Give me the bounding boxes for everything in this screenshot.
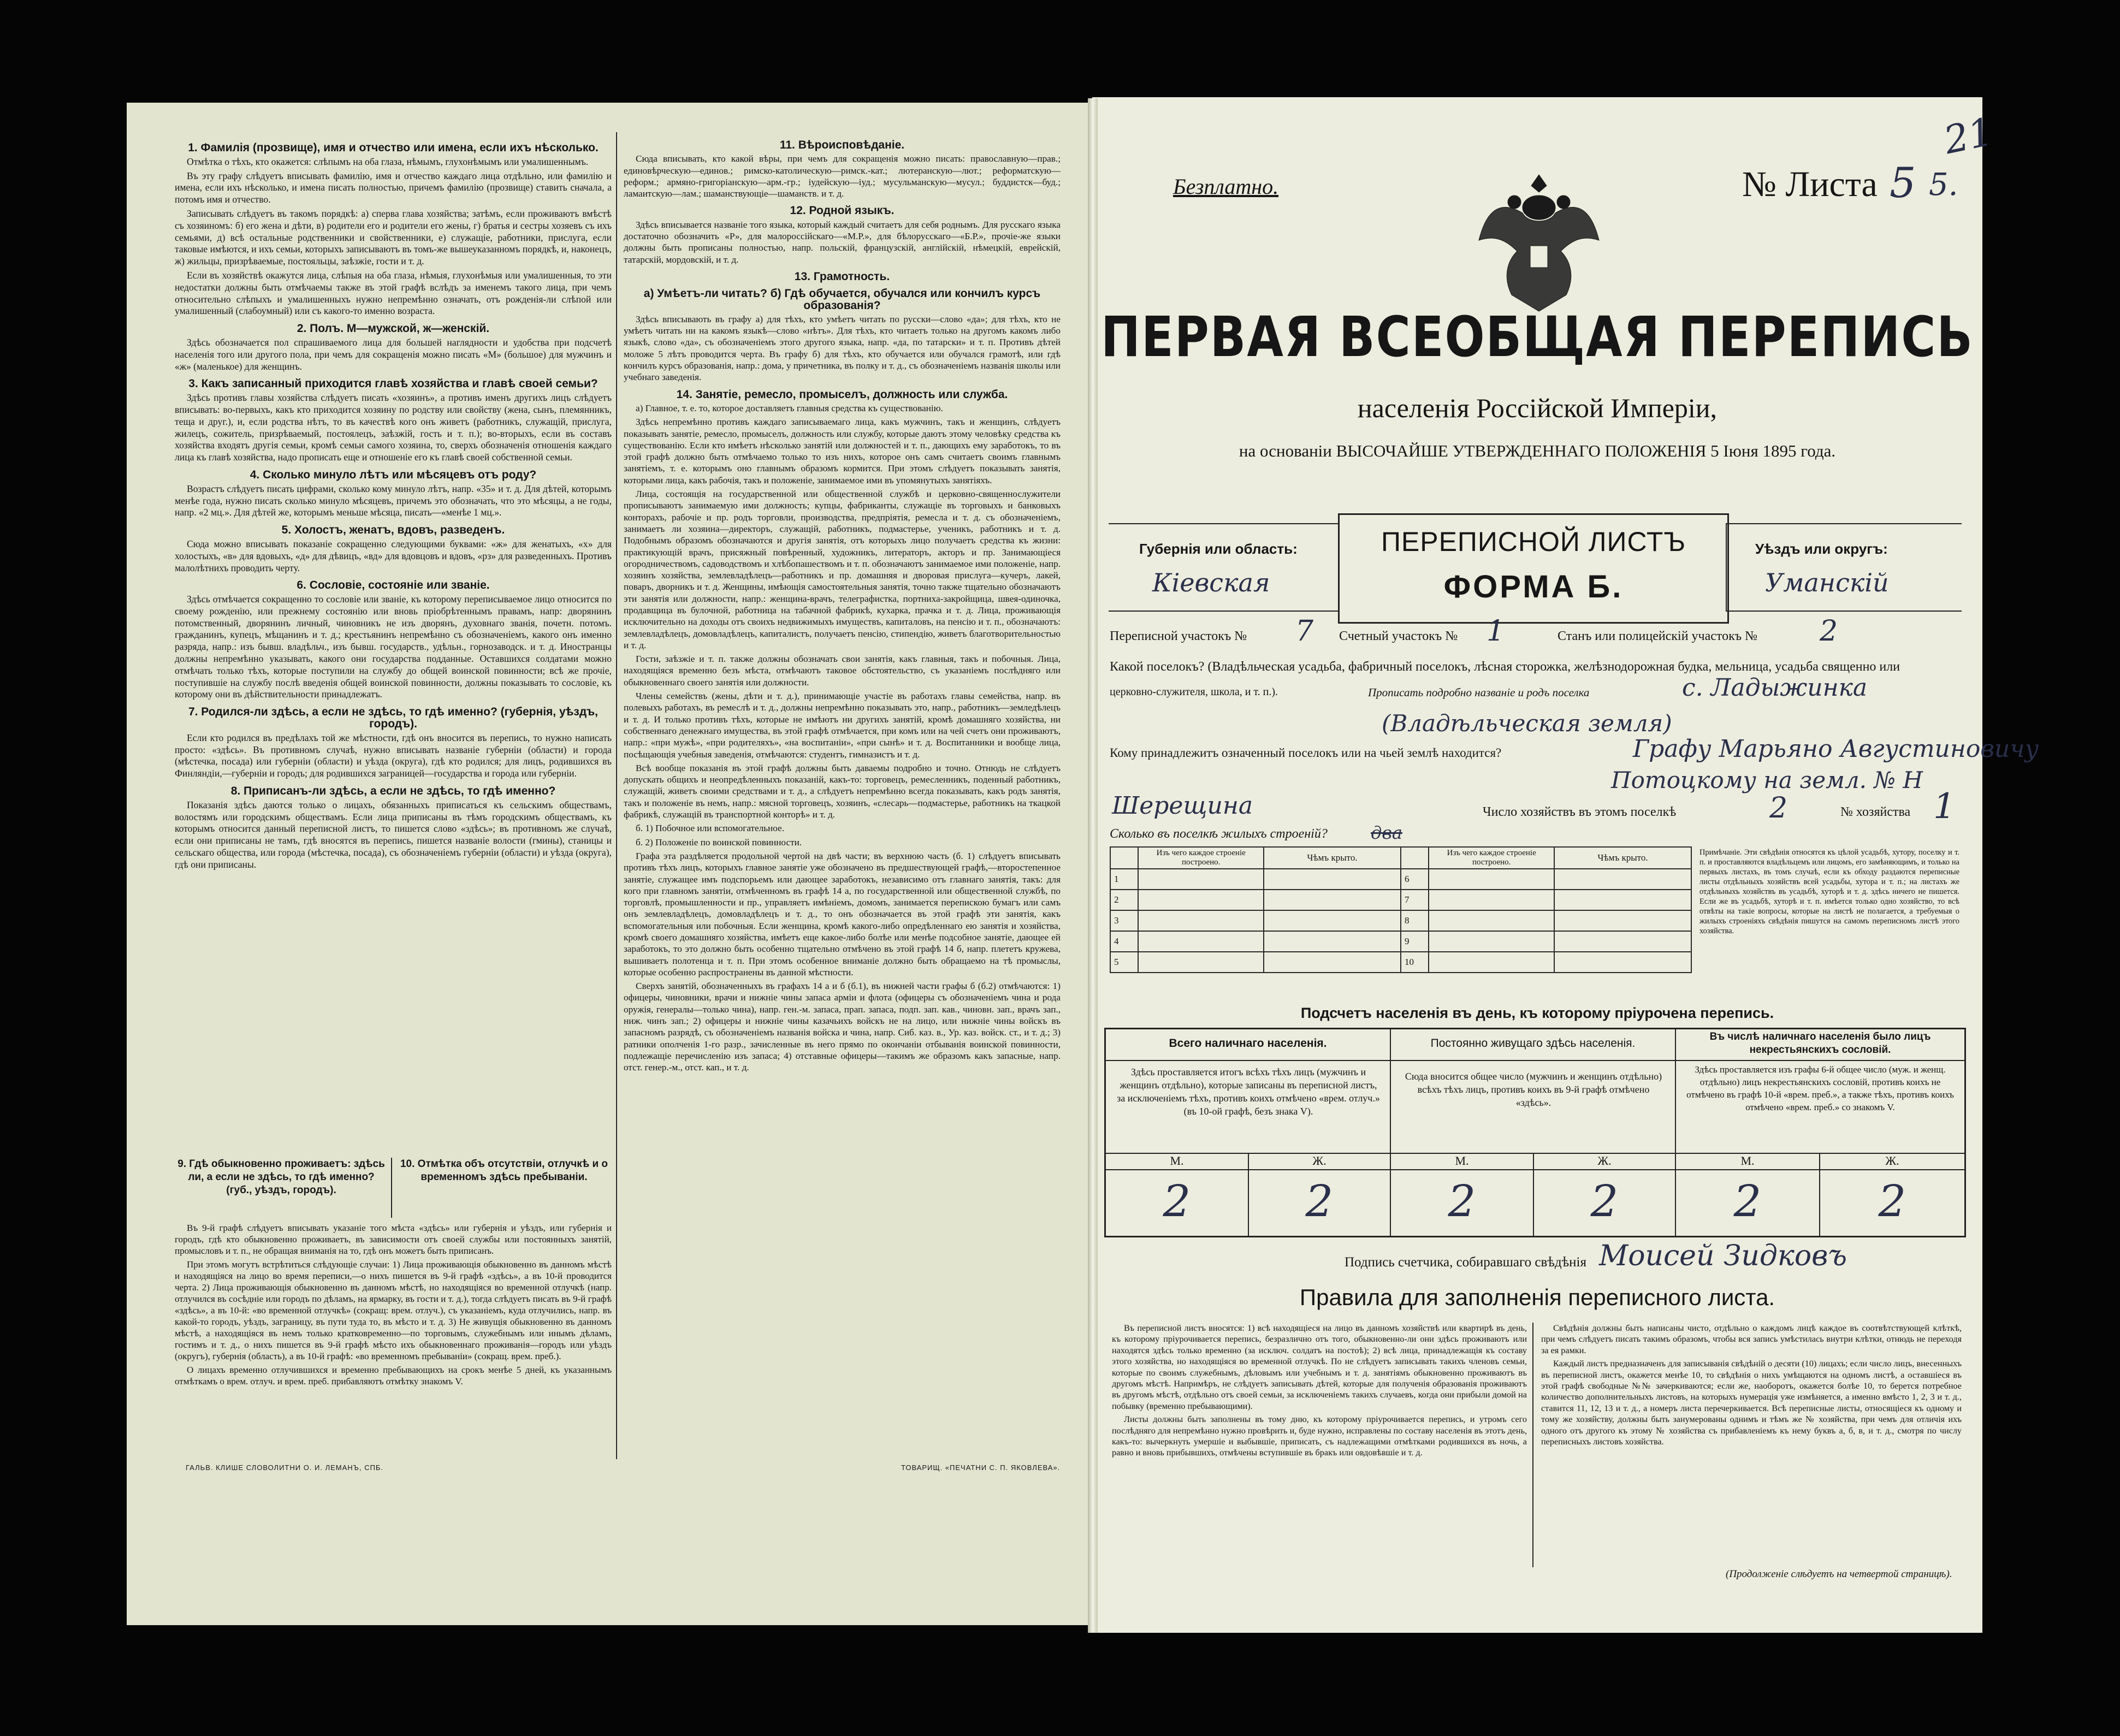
rules-divider [1532,1323,1533,1567]
pop-m-1: М. [1170,1154,1184,1168]
col1-paragraph: Записывать слѣдуетъ въ такомъ порядкѣ: а) сперва глава хозяйства; затѣмъ, если проживаютъ вмѣстѣ съ хозяиномъ: б) его жена и дѣти, в) родители его и родители его жены, г) братья и сестры хозяевъ съ ихъ семьями, д) всѣ остальные родственники и свойственники, е) служащіе, работники, прислуга, если таковые имѣются, и ихъ семьи, которыхъ записываютъ въ томъ-же вышеуказанномъ порядкѣ, и, наконецъ, ж) жильцы, призрѣваемые, постояльцы, заѣзжіе, гости и т. д. [175,208,612,267]
pop-m-2: М. [1455,1154,1469,1168]
pop-value-resident-m: 2 [1448,1176,1476,1227]
instructions-9-10-block [175,1158,612,1485]
enumerator-signature-label: Подпись счетчика, собиравшаго свѣдѣнія [1345,1255,1586,1270]
counting-area-label: Счетный участокъ № [1339,629,1458,643]
col1-paragraph: Если въ хозяйствѣ окажутся лица, слѣпыя на оба глаза, нѣмыя, глухонѣмыя или умалишенныя, то эти недостатки должны быть отмѣчаемы также въ этой графѣ вслѣдъ за именемъ такого лица, при чемъ относительно слѣпыхъ и умалишенныхъ нужно непремѣнно означать, отъ рожденія-ли слѣпой или умалишенный (слабоумный) или съ какого-то именно возраста. [175,269,612,317]
gubernia-label: Губернія или область: [1139,541,1298,557]
enumerator-signature: Моисей Зидковъ [1599,1240,1847,1272]
uezd-value: Уманскій [1765,568,1889,597]
census-title: ПЕРВАЯ ВСЕОБЩАЯ ПЕРЕПИСЬ [1101,305,1974,370]
bld-head-roof: Чѣмъ крыто. [1264,847,1401,869]
pop-desc-non-peasant: Здѣсь проставляется изъ графы 6-й общее число (муж. и женщ. отдѣльно) лицъ некрестьянскихъ сословій, противъ коихъ не отмѣчено въ графѣ 10-й «врем. преб.», а также тѣхъ, противъ коихъ отмѣчено «врем. преб.» со знакомъ V. [1686,1064,1954,1112]
uezd-label: Уѣздъ или округъ: [1755,541,1888,557]
household-number-value: 1 [1933,786,1956,827]
rules-paragraph: Каждый листъ предназначенъ для записыванія свѣдѣній о десяти (10) лицахъ; если число лицъ, внесенныхъ въ переписной листъ, окажется менѣе 10, то свѣдѣнія о нихъ умѣщаются на одномъ листѣ, а оставшіеся въ этой графѣ свободные №№ зачеркиваются; если же, наоборотъ, окажется болѣе 10, то берется потребное количество дополнительныхъ листовъ, на которыхъ нумерація уже измѣняется, а именно вмѣсто 1, 2, 3 и т. д., ставится 11, 12, 13 и т. д., а номеръ листа перечеркивается. Всѣ переписные листы, относящіеся къ одному и тому же хозяйству, должны быть занумерованы однимъ и тѣмъ же № хозяйства, при чемъ для отличія ихъ одного отъ другого къ этому № хозяйства съ прибавленіемъ къ нему буквъ а, б, в, и т. д., смотря по числу переписныхъ листовъ хозяйства. [1541,1359,1962,1447]
settlement-label-2: церковно-служителя, школа, и т. п.). [1110,686,1278,698]
printer-note-left: ГАЛЬВ. КЛИШЕ СЛОВОЛИТНИ О. И. ЛЕМАНЪ, СПБ. [186,1464,384,1472]
bld-head-roof-2: Чѣмъ крыто. [1554,847,1691,869]
settlement-label [1110,660,1900,674]
bld-row-num: 1 [1110,869,1138,890]
settlement-hint: Прописать подробно названіе и родъ поселка [1368,686,1590,699]
pop-f-2: Ж. [1597,1154,1612,1168]
heading-10: 10. Отмѣтка объ отсутствіи, отлучкѣ и о временномъ здѣсь пребываніи. [400,1158,608,1183]
bld-row-num: 2 [1110,890,1138,910]
col2-heading: 14. Занятіе, ремесло, промыселъ, должность или служба. [676,388,1008,401]
bld-row-num: 10 [1401,952,1429,973]
free-label: Безплатно. [1173,174,1279,199]
col1-heading: 7. Родился-ли здѣсь, а если не здѣсь, то гдѣ именно? (губернія, уѣздъ, городъ). [188,706,599,731]
pop-value-nonpeasant-m: 2 [1733,1176,1762,1227]
counting-area-value: 1 [1487,615,1505,648]
pop-f-3: Ж. [1885,1154,1899,1168]
pop-f-1: Ж. [1312,1154,1327,1168]
bld-row-num: 8 [1401,910,1429,931]
divider-9-10 [391,1158,392,1218]
col1-paragraph: Здѣсь противъ главы хозяйства слѣдуетъ писать «хозяинъ», а противъ именъ другихъ лицъ слѣдуетъ вписывать: во-первыхъ, какъ кто приходится хозяину по родству или свойству (жена, сынъ, племянникъ, теща и друг.), и, если родства нѣтъ, то въ качествѣ кого онъ живетъ (работникъ, служащій, прислуга, жилецъ, сожитель, призрѣваемый, постоялецъ, заѣзжій, гость и т. п.); во-вторыхъ, если въ составъ хозяйства входятъ другія семьи, кромѣ семьи самого хозяина, то, сверхъ обозначенія отношенія каждаго лица къ главѣ хозяйства, надо прописать еще и отношеніе его къ главѣ своей собственной семьи. [175,392,612,463]
col1-paragraph: Здѣсь отмѣчается сокращенно то сословіе или званіе, къ которому переписываемое лицо относится по своему рожденію, или прежнему состоянію или вновь пріобрѣтеннымъ правамъ, напр: дворянинъ потомственный, дворянинъ личный, чиновникъ не изъ дворянъ, духовнаго званія, почетн. потомъ. гражданинъ, купецъ, мѣщанинъ и т. д.; крестьянинъ непремѣнно съ обозначеніемъ, какого онъ именно разряда, напр.: изъ бывш. владѣльч., изъ бывш. государств., удѣльн., горнозаводск. и т. д. Иностранцы должны непремѣнно указывать, какого они государства подданные. Оставшихся солдатами можно отмѣчать только тѣхъ, которые поступили на службу до общей воинской повинности; всѣ же прочіе, поступившіе на службу послѣ введенія общей воинской повинности, должны показывать то сословіе, къ которому они въ дѣйствительности принадлежатъ. [175,594,612,700]
pop-head-present: Всего наличнаго населенія. [1169,1037,1327,1050]
bld-head-material: Изъ чего каждое строеніе построено. [1138,847,1264,869]
bld-row-num: 7 [1401,890,1429,910]
pop-value-resident-f: 2 [1590,1176,1619,1227]
col2-paragraph: б. 2) Положеніе по воинской повинности. [636,837,802,848]
rules-paragraph: Листы должны быть заполнены въ тому дню, къ которому пріурочивается перепись, и утромъ сего послѣдняго для непремѣнно нужно провѣрить и, буде нужно, исправлены по составу населенія въ этотъ день, какъ-то: вычеркнуть умершіе и выбывшіе, приписать, съ надлежащими отмѣтками родившихся въ ночь, а равно и вновь прибывшихъ, отмѣчены вступившіе въ бракъ или овдовѣвшіе и т. д. [1112,1414,1527,1458]
buildings-label: Сколько въ поселкѣ жилыхъ строеній? [1110,827,1328,841]
pop-value-present-m: 2 [1163,1176,1191,1227]
heading-9: 9. Гдѣ обыкновенно проживаетъ: здѣсь ли, а если не здѣсь, то гдѣ именно? (губ., уѣздъ, городъ). [177,1158,385,1196]
rules-column-left [1112,1323,1527,1563]
col1b-paragraph: О лицахъ временно отлучившихся и временно пребывающихъ на срокъ менѣе 5 дней, къ указаннымъ отмѣткамъ о врем. отлуч. и врем. преб. прибавляютъ отмѣтку знакомъ V. [175,1365,612,1387]
col1-heading: 8. Приписанъ-ли здѣсь, а если не здѣсь, то гдѣ именно? [230,785,556,798]
buildings-value: два [1371,822,1402,843]
col2-paragraph: Лица, состоящія на государственной или общественной службѣ и церковно-священнослужители прописываютъ занимаемую ими должность; купцы, фабриканты, служащіе въ торговыхъ и банковыхъ конторахъ, рабочіе и пр. родъ торговли, производства, предпріятія, ремесла и т. д. съ обозначеніемъ, занимаетъ ли хозяина—директоръ, служащій, работникъ, подмастерье, ученикъ, работникъ и т. д. Подобнымъ образомъ обозначаются и другія занятія, отъ которыхъ лицо получаетъ средства къ жизни: практикующій врачъ, присяжный повѣренный, художникъ, литераторъ, акторъ и пр. Занимающіеся огородничествомъ, садоводствомъ и хлѣбопашествомъ и т. п. обозначаютъ занимаемое ими положеніе, напр. хозяинъ хозяйства, землевладѣлецъ—работникъ и пр. домашняя и дворовая прислуга—кучеръ, лакей, поваръ, дворникъ и т. д. Женщины, имѣющія самостоятельныя занятія, точно также тщательно обозначаютъ эти занятія или должности, напр.: женщина-врачъ, телеграфистка, портниха-закройщица, швея-одиночка, продавщица въ булочной, работница на табачной фабрикѣ, кухарка, прачка и т. д. Лица, проживающія исключительно на доходы отъ своихъ недвижимыхъ имуществъ, капиталовъ, на пенсію и т. п., обозначаютъ: землевладѣлецъ, домовладѣлецъ, капиталистъ, получаетъ пенсію, стипендію, живетъ благотворительностью и т. д. [624,489,1061,650]
bld-row-num: 6 [1401,869,1429,890]
population-count-title: Подсчетъ населенія въ день, къ которому пріурочена перепись. [1300,1005,1774,1021]
owner-label: Кому принадлежитъ означенный поселокъ или на чьей землѣ находится? [1110,746,1502,760]
owner-value-3: Шерещина [1112,792,1253,820]
district-label: Переписной участокъ № [1110,629,1247,643]
col2-paragraph: б. 1) Побочное или вспомогательное. [636,823,784,834]
rules-paragraph: Свѣдѣнія должны быть написаны чисто, отдѣльно о каждомъ лицѣ каждое въ соотвѣтствующей клѣткѣ, при чемъ слѣдуетъ писать такимъ образомъ, чтобы вся запись умѣстилась внутри клѣтки, отнюдь не переходя за ея рамки. [1541,1323,1962,1355]
col1-paragraph: Если кто родился въ предѣлахъ той же мѣстности, гдѣ онъ вносится въ перепись, то нужно написать просто: «здѣсь». Въ противномъ случаѣ, нужно вписывать названіе губерніи (области) и города (мѣстечка, посада) или губерніи (области) и уѣзда (округа), гдѣ кто родился; для лицъ, родившихся въ Финляндіи,—губерніи и городъ; для родившихся заграницей—государства и города или губерніи. [175,732,612,779]
form-subtitle: ФОРМА Б. [1443,569,1624,605]
col1-heading: 1. Фамилія (прозвище), имя и отчество или имена, если ихъ нѣсколько. [188,141,599,154]
sheet-number-value: 5 [1890,158,1916,207]
col2-paragraph: а) Главное, т. е. то, которое доставляетъ главныя средства къ существованію. [636,402,943,413]
instructions-column-2 [624,134,1061,1461]
sheet-number-label: № Листа [1742,164,1878,204]
col2-heading: 13. Грамотность. [794,270,890,283]
col1-paragraph: Здѣсь обозначается пол спрашиваемого лица для большей наглядности и удобства при подсчетѣ населенія того или другого пола, при чемъ для сокращенія можно писать «М» (большое) для мужчинъ и «ж» (маленькое) для женщинъ. [175,336,612,372]
col1b-paragraph: При этомъ могутъ встрѣтиться слѣдующіе случаи: 1) Лица проживающія обыкновенно въ данномъ мѣстѣ и находящіяся на лицо во время переписи,—о нихъ пишется въ 9-й графѣ «здѣсь», а въ 10-й проводится черта. 2) Лица проживающія обыкновенно въ данномъ мѣстѣ, но находящіяся во временной отлучкѣ (напр. отлучился въ сосѣдніе или городъ по дѣламъ, на ярмарку, въ гости и т. д.), тогда слѣдуетъ писать въ 9-й графѣ «здѣсь», а въ 10-й: «во временной отлучкѣ» (сокращ: врем. отлуч.), съ указаніемъ, куда отлучились, напр. въ какой-то городъ, уѣздъ, заграницу, въ пути туда то, въ мѣсто и т. д. 3) Не живущія обыкновенно въ данномъ мѣстѣ, а находящіяся въ немъ только кратковременно—по торговымъ, служебнымъ или инымъ дѣламъ, гостимъ и т. д., о нихъ пишется въ 9-й графѣ мѣсто ихъ обыкновеннаго проживанія—городъ или уѣздъ (округъ), губернія (область), а въ 10-й графѣ: «во временномъ пребываніи» (сокращ. врем. преб.). [175,1259,612,1361]
col2-paragraph: Здѣсь вписывается названіе того языка, который каждый считаетъ для себя роднымъ. Для русскаго языка достаточно обозначить «Р», для малороссійскаго—«М.Р.», для бѣлорусскаго—«Б.Р.», прочіе-же языки должны быть прописаны полностью, напр. польскій, французскій, англійскій, нѣмецкій, еврейскій, татарскій, мордовскій, и т. д. [624,219,1061,265]
settlement-value: с. Ладыжинка [1682,674,1868,702]
uezd-box [1726,523,1962,612]
col1-paragraph: Сюда можно вписывать показаніе сокращенно следующими буквами: «ж» для женатыхъ, «х» для холостыхъ, «в» для вдовыхъ, «д» для дѣвицъ, «вд» для вдовцовъ и вдовъ, «рз» для разведенныхъ. Противъ малолѣтнихъ проводить черту. [175,538,612,573]
col2-heading: 12. Родной языкъ. [790,204,895,217]
instructions-9-10-text [175,1222,612,1389]
corner-page-mark: 21 [1940,109,1997,163]
buildings-note: Примѣчаніе. Эти свѣдѣнія относятся къ цѣлой усадьбѣ, хутору, поселку и т. п. и проставляются владѣльцемъ или лицомъ, его замѣняющимъ, и только на первыхъ листахъ, въ томъ случаѣ, если къ обходу раздаются переписные листы отдѣльныхъ хозяйствъ всей усадьбы, хутора и т. п.; на листахъ же отдѣльныхъ хозяйствъ въ усадьбѣ, хуторѣ и т. д. здѣсь ничего не пишется. Если же въ усадьбѣ, хуторѣ и т. п. имѣется только одно хозяйство, то всѣ отвѣты на такіе вопросы, которые на листѣ не полагается, а требуемыя о жилыхъ строеніяхъ свѣдѣнія пишутся на самомъ переписномъ листѣ этого хозяйства. [1699,848,1959,935]
col2-paragraph: Члены семействъ (жены, дѣти и т. д.), принимающіе участіе въ работахъ главы семейства, напр. въ полевыхъ работахъ, въ ремеслѣ и т. д., должны непремѣнно показывать это, напр., работникъ—земледѣлецъ и т. д. И только противъ тѣхъ, которые не имѣютъ ни другихъ занятій, кромѣ домашняго хозяйства, ни собственнаго денежнаго имущества, въ этой графѣ отмѣчается, при комъ или на чей счетъ они проживаютъ, напр.: «при мужѣ», «при родителяхъ», «на воспитаніи», «при сынѣ» и т. д. Воспитанники и вообще лица, посѣщающія учебныя заведенія, отмѣчаются: студентъ, гимназистъ и т. д. [624,691,1061,760]
instructions-column-1 [175,137,612,1141]
col1-heading: 6. Сословіе, состояніе или званіе. [297,579,490,592]
pop-value-present-f: 2 [1305,1176,1334,1227]
household-number-label: № хозяйства [1840,805,1911,819]
bld-row-num: 5 [1110,952,1138,973]
col2-paragraph: Здѣсь непремѣнно противъ каждаго записываемаго лица, какъ мужчинъ, такъ и женщинъ, слѣдуетъ показывать занятіе, ремесло, промыселъ, должность или службу, которые даютъ этому человѣку средства къ существованію. Если кто имѣетъ нѣсколько занятій или должностей и т. п., дающихъ ему заработокъ, то въ этой графѣ должно быть отмѣчаемо только то изъ нихъ, которое онъ самъ считаетъ своимъ главнымъ занятіемъ, т. е. которымъ оно главнымъ образомъ кормится. При этомъ слѣдуетъ показывать занятія, которыми лица, какъ рабочія, такъ и положеніе, занимаемое ими въ упомянутыхъ занятіяхъ. [624,417,1061,485]
col2-heading: а) Умѣетъ-ли читать? б) Гдѣ обучается, обучался или кончилъ курсъ образованія? [643,287,1041,312]
col1-paragraph: Возрастъ слѣдуетъ писать цифрами, сколько кому минуло лѣтъ, напр. «35» и т. д. Для дѣтей, которымъ менѣе года, нужно писать сколько минуло мѣсяцевъ, причемъ это обозначать, что это мѣсяцы, а не годы, напр. «2 мц.». Для дѣтей же, которымъ меньше мѣсяца, писать—«менѣе 1 мц.». [175,483,612,518]
column-divider [616,132,617,1459]
col1-paragraph: Отмѣтка о тѣхъ, кто окажется: слѣпымъ на оба глаза, нѣмымъ, глухонѣмымъ или умалишеннымъ. [187,156,589,167]
settlement-label-text: Какой поселокъ? (Владѣльческая усадьба, фабричный поселокъ, лѣсная сторожка, желѣзнодорожная будка, мельница, усадьба священно или [1110,660,1900,674]
pop-head-non-peasant: Въ числѣ наличнаго населенія было лицъ некрестьянскихъ сословій. [1709,1031,1931,1056]
pop-value-nonpeasant-f: 2 [1878,1176,1906,1227]
col2-paragraph: Сверхъ занятій, обозначенныхъ въ графахъ 14 а и б (б.1), въ нижней части графы б (б.2) отмѣчаются: 1) офицеры, чиновники, врачи и нижніе чины запаса армiи и флота (офицеры съ обозначеніемъ чина и рода оружія, генералы—только чина), напр. ген.-м. запаса, прап. запаса, подп. зап. кав., чиновн. зап., врачъ зап., ниж. чинъ зап.; 2) офицеры и нижніе чины казачьихъ войскъ не на лицо, или нижніе чины войскъ въ запасномъ разрядѣ, съ обозначеніемъ названія войска и чина, напр. Сиб. каз. в., Ур. каз. войск. ст., и т. д.; 3) ратники ополченія 1-го разр., зачисленные въ него прямо по окончаніи отбыванія воинской повинности, подлежащіе перечисленію изъ запаса; 4) отставные офицеры—такимъ же образомъ какъ запасные, напр. отст. генер.-м., отст. кап., и т. д. [624,981,1061,1073]
rules-paragraph: Въ переписной листъ вносятся: 1) всѣ находящіеся на лицо въ данномъ хозяйствѣ или квартирѣ въ день, къ которому пріурочивается перепись, безразлично отъ того, обыкновенно-ли они здѣсь проживаютъ или находятся здѣсь только временно (за исключ. солдатъ на постоѣ); 2) всѣ лица, принадлежащія къ составу этого хозяйства, но находящіяся во временной отлучкѣ. По не слѣдуетъ записывать такихъ членовъ семьи, которые по своимъ служебнымъ, дѣловымъ или учебнымъ и т. д. занятіямъ обыкновенно проживаютъ въ другомъ мѣстѣ. Напримѣръ, не слѣдуетъ записывать дѣтей, которые для полученія образованія проживаютъ въ другомъ мѣстѣ, отдѣльно отъ своей семьи, за исключеніемъ такихъ случаевъ, когда они прибыли домой на побывку (временно пребывающими). [1112,1323,1527,1411]
bld-row-num: 3 [1110,910,1138,931]
buildings-table [1110,846,1692,973]
rules-title: Правила для заполненія переписного листа. [1299,1284,1775,1310]
form-title: ПЕРЕПИСНОЙ ЛИСТЪ [1381,526,1686,557]
pop-head-resident: Постоянно живущаго здѣсь населенія. [1430,1037,1636,1050]
col2-paragraph: Гости, заѣзжіе и т. п. также должны обозначать свои занятія, какъ главныя, такъ и побочныя. Лица, находящіяся временно безъ мѣста, отмѣчаютъ таковое обстоятельство, съ указаніемъ послѣдняго или обыкновеннаго своего занятія или должности. [624,654,1061,688]
census-subtitle: населенія Россійской Имперіи, [1357,393,1718,423]
census-basis: на основаніи ВЫСОЧАЙШЕ УТВЕРЖДЕННАГО ПОЛОЖЕНІЯ 5 Іюня 1895 года. [1239,441,1836,460]
households-value: 2 [1769,792,1788,825]
bld-row-num: 4 [1110,931,1138,952]
col1-heading: 5. Холостъ, женатъ, вдовъ, разведенъ. [281,524,505,537]
printer-note-right: ТОВАРИЩ. «ПЕЧАТНИ С. П. ЯКОВЛЕВА». [901,1464,1061,1472]
col1-heading: 4. Сколько минуло лѣтъ или мѣсяцевъ отъ роду? [250,468,537,481]
col1-heading: 3. Какъ записанный приходится главѣ хозяйства и главѣ своей семьи? [188,377,598,390]
gubernia-value: Кіевская [1152,568,1270,597]
households-label: Число хозяйствъ въ этомъ поселкѣ [1483,805,1677,819]
owner-value: Графу Марьяно Августиновичу [1633,735,2039,763]
col2-paragraph: Сюда вписывать, кто какой вѣры, при чемъ для сокращенія можно писать: православную—прав.; единовѣрческую—единов.; римско-католическую—римск.-кат.; лютеранскую—лют.; реформатскую—реформ.; армяно-григоріанскую—арм.-гр.; іудейскую—іуд.; мусульманскую—мусул.; буддистск—буд.; ламаитскую—лам.; шаманствующіе—шаманств. и т. д. [624,153,1061,199]
pop-desc-present: Здѣсь проставляется итогъ всѣхъ тѣхъ лицъ (мужчинъ и женщинъ отдѣльно), которые записаны въ переписной листъ, за исключеніемъ тѣхъ, противъ коихъ отмѣчено «врем. отлуч.» (въ 10-ой графѣ, безъ знака V). [1117,1067,1380,1117]
stan-value: 2 [1820,615,1838,648]
bld-head-material-2: Изъ чего каждое строеніе построено. [1429,847,1554,869]
col2-paragraph: Здѣсь вписывають въ графу а) для тѣхъ, кто умѣетъ читать по русски—слово «да»; для тѣхъ, кто не умѣетъ читать ни на какомъ языкѣ—слово «нѣтъ». Для тѣхъ, кто читаетъ только на другомъ какомъ либо языкѣ, слово «да», съ обозначеніемъ этого другого языка, напр. «да, по татарски» и т. п. Противъ дѣтей моложе 5 лѣтъ проводится черта. Въ графу б) для тѣхъ, кто обучается или обучался грамотѣ, или гдѣ кончилъ курсъ образованія, напр.: дома, у причетника, въ полку и т. д., съ обозначеніемъ названія школы или учебнаго заведенія. [624,313,1061,383]
continuation-note: (Продолженіе слѣдуетъ на четвертой страницѣ). [1726,1568,1952,1580]
col1-paragraph: Показанія здѣсь даются только о лицахъ, обязанныхъ приписаться къ сельскимъ обществамъ, волостямъ или городскимъ обществамъ. Если лица приписаны въ тѣмъ городскимъ обществамъ, къ которымъ относится данный переписной листъ, то пишется слово «здѣсь»; въ противномъ же случаѣ, если они приписаны не тамъ, гдѣ вносятся въ перепись, пишется названіе волости (гмины), станицы и сельскаго общества, или города (мѣстечка, посада), съ обозначеніемъ губерніи (области) и уѣзда (округа), гдѣ они приписаны. [175,799,612,870]
district-line [1110,617,1962,650]
settlement-value-2: (Владѣльческая земля) [1382,710,1672,737]
col2-paragraph: Всѣ вообще показанія въ этой графѣ должны быть даваемы подробно и точно. Отнюдь не слѣдуетъ допускать общихъ и неопредѣленныхъ показаній, какъ-то: торговецъ, ремесленникъ, поденный работникъ, служащій, живетъ своими средствами и т. д., а слѣдуетъ непремѣнно всегда показывать, какъ родъ занятія, такъ и положеніе въ немъ, напр.: мясной торговецъ, хозяинъ, «слесарь—подмастерье, работникъ на ткацкой фабрикѣ, служащій въ транспортной конторѣ» и т. д. [624,762,1061,820]
double-headed-eagle-emblem [1473,169,1604,317]
col1b-paragraph: Въ 9-й графѣ слѣдуетъ вписывать указаніе того мѣста «здѣсь» или губернія и уѣздъ, или губернія и городъ, гдѣ кто обыкновенно проживаетъ, въ зависимости отъ своей службы или постоянныхъ занятій, промысловъ и т. п., не обращая вниманія на то, гдѣ онъ можетъ быть приписанъ. [175,1223,612,1256]
stan-label: Станъ или полицейскій участокъ № [1558,629,1758,643]
district-value: 7 [1295,615,1314,648]
gubernia-box [1109,523,1339,612]
owner-value-2: Потоцкому на земл. № Н [1611,767,1923,793]
pop-desc-resident: Сюда вносится общее число (мужчинъ и женщинъ отдѣльно) всѣхъ тѣхъ лицъ, противъ коихъ въ 9-й графѣ отмѣчено «здѣсь». [1405,1071,1662,1108]
col1-heading: 2. Полъ. М—мужской, ж—женскій. [297,322,490,335]
population-table [1104,1028,1966,1237]
sheet-number-value-2: 5. [1929,167,1958,203]
rules-column-right [1541,1323,1962,1563]
col2-paragraph: Графа эта раздѣляется продольной чертой на двѣ части; въ верхнюю часть (б. 1) слѣдуетъ вписывать противъ тѣхъ лицъ, которыхъ главное занятіе уже обозначено въ предшествующей графѣ,—второстепенное занятіе, служащее имъ подспорьемъ или дающее заработокъ, независимо отъ главнаго занятія, такъ: для кого при главномъ занятіи, отмѣченномъ въ графѣ 14 а, по государственной или общественной службѣ, по торговлѣ, промышленности и пр., управляетъ имѣніемъ, домомъ, занимается перепискою бумагъ или самъ онъ землевладѣлецъ, домовладѣлецъ и т. д., то онъ обозначается въ этой графѣ эти занятія, какъ вспомогательныя или побочныя. Если женщина, кромѣ какого-либо опредѣленнаго ею занятія и хозяйства, кромѣ своего домашняго хозяйства, имѣетъ еще какое-либо болѣе или менѣе подсобное занятіе, дающее ей заработокъ, то это должно быть особенно тщательно отмѣчено въ этой графѣ 14 б, напр. плететъ кружева, вышиваетъ полотенца и т. п. При этомъ особенное вниманіе должно быть обращаемо на тѣ промыслы, которые особенно распространены въ данной мѣстности. [624,850,1061,977]
col2-heading: 11. Вѣроисповѣданіе. [779,139,905,151]
col1-paragraph: Въ эту графу слѣдуетъ вписывать фамилію, имя и отчество каждаго лица отдѣльно, или фамилію и имена, если ихъ нѣсколько, и имена писать полностью, причемъ фамилію (прозвище) ставить сначала, а потомъ имя и отчество. [175,170,612,205]
bld-row-num: 9 [1401,931,1429,952]
form-title-box [1338,513,1729,624]
pop-m-3: М. [1740,1154,1755,1168]
